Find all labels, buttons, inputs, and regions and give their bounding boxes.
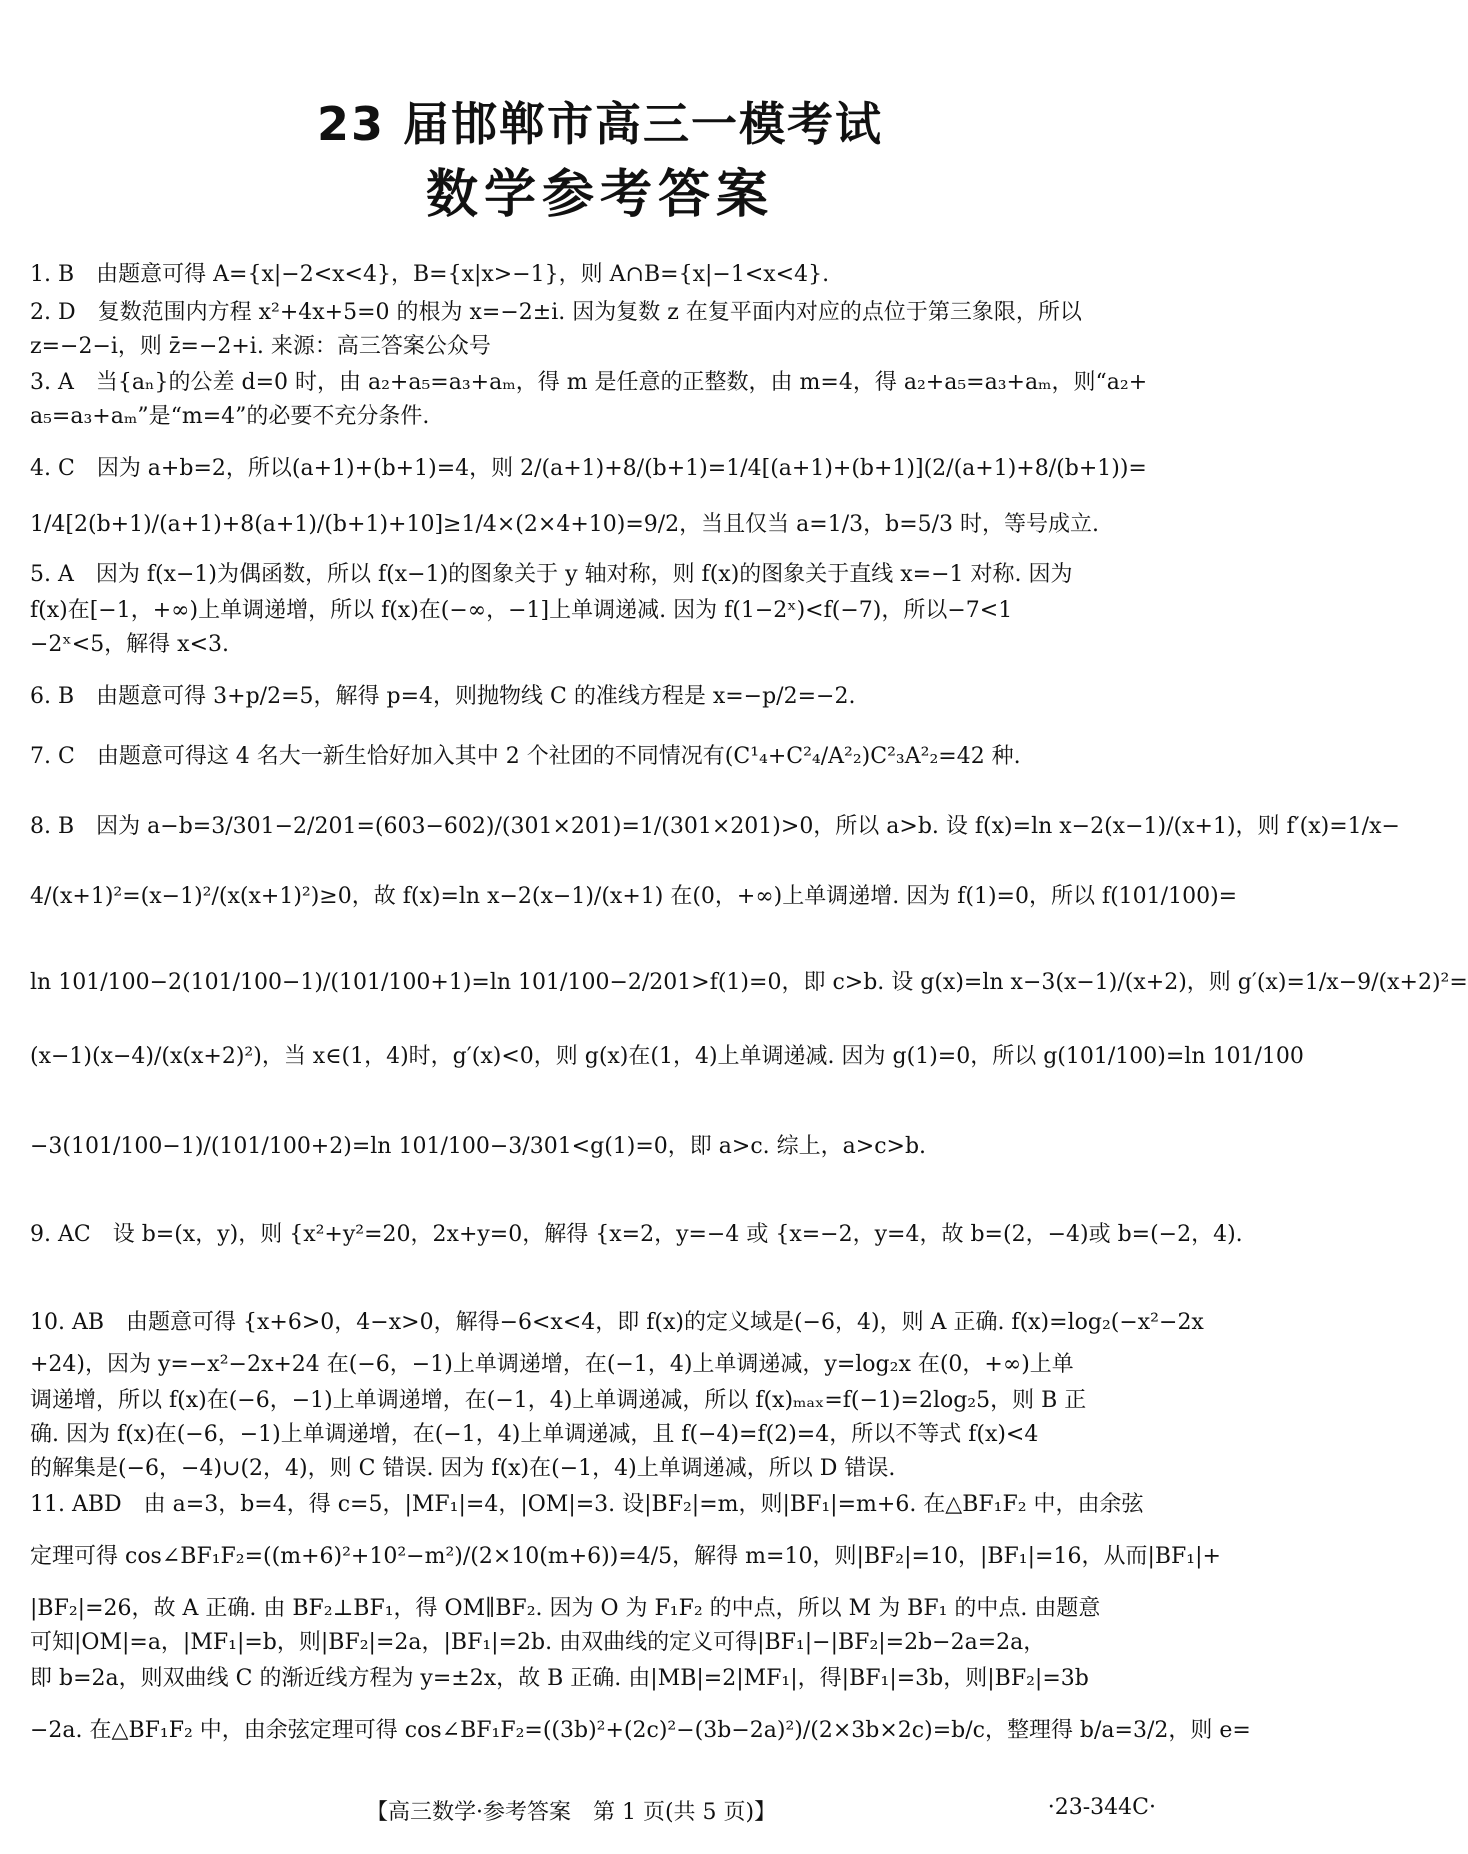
- answer-line: 3. A 当{aₙ}的公差 d=0 时，由 a₂+a₅=a₃+aₘ，得 m 是任意的正整数，由 m=4，得 a₂+a₅=a₃+aₘ，则“a₂+: [30, 370, 1148, 395]
- answer-line: 9. AC 设 b=(x，y)，则 {x²+y²=20，2x+y=0，解得 {x=2，y=−4 或 {x=−2，y=4，故 b=(2，−4)或 b=(−2，4).: [30, 1222, 1243, 1247]
- answer-line: 4. C 因为 a+b=2，所以(a+1)+(b+1)=4，则 2/(a+1)+8/(b+1)=1/4[(a+1)+(b+1)](2/(a+1)+8/(b+1))=: [30, 456, 1147, 481]
- answer-line: a₅=a₃+aₘ”是“m=4”的必要不充分条件.: [30, 404, 430, 429]
- answer-line: 可知|OM|=a，|MF₁|=b，则|BF₂|=2a，|BF₁|=2b. 由双曲线的定义可得|BF₁|−|BF₂|=2b−2a=2a，: [30, 1630, 1046, 1655]
- answer-line: 确. 因为 f(x)在(−6，−1)上单调递增，在(−1，4)上单调递减，且 f(−4)=f(2)=4，所以不等式 f(x)<4: [30, 1422, 1039, 1447]
- answer-line: f(x)在[−1，+∞)上单调递增，所以 f(x)在(−∞，−1]上单调递减. 因为 f(1−2ˣ)<f(−7)，所以−7<1: [30, 598, 1013, 623]
- answer-line: −3(101/100−1)/(101/100+2)=ln 101/100−3/301<g(1)=0，即 a>c. 综上，a>c>b.: [30, 1134, 927, 1159]
- answer-line: z=−2−i，则 z̄=−2+i. 来源：高三答案公众号: [30, 334, 491, 359]
- answer-line: ln 101/100−2(101/100−1)/(101/100+1)=ln 101/100−2/201>f(1)=0，即 c>b. 设 g(x)=ln x−3(x−1)/(x+2)，则 g′(x)=1/x−9/(x+2)²=: [30, 970, 1468, 995]
- answer-line: −2a. 在△BF₁F₂ 中，由余弦定理可得 cos∠BF₁F₂=((3b)²+(2c)²−(3b−2a)²)/(2×3b×2c)=b/c，整理得 b/a=3/2，则 e=: [30, 1718, 1251, 1743]
- answer-line: 4/(x+1)²=(x−1)²/(x(x+1)²)≥0，故 f(x)=ln x−2(x−1)/(x+1) 在(0，+∞)上单调递增. 因为 f(1)=0，所以 f(101/100)=: [30, 884, 1238, 909]
- answer-line: 5. A 因为 f(x−1)为偶函数，所以 f(x−1)的图象关于 y 轴对称，则 f(x)的图象关于直线 x=−1 对称. 因为: [30, 562, 1073, 587]
- answer-line: 1/4[2(b+1)/(a+1)+8(a+1)/(b+1)+10]≥1/4×(2×4+10)=9/2，当且仅当 a=1/3，b=5/3 时，等号成立.: [30, 512, 1100, 537]
- answer-line: 7. C 由题意可得这 4 名大一新生恰好加入其中 2 个社团的不同情况有(C¹₄+C²₄/A²₂)C²₃A²₂=42 种.: [30, 744, 1021, 769]
- answer-line: −2ˣ<5，解得 x<3.: [30, 632, 230, 657]
- document-code: ·23-344C·: [1047, 1795, 1156, 1820]
- exam-title: 23 届邯郸市高三一模考试: [316, 97, 884, 151]
- answer-line: 10. AB 由题意可得 {x+6>0，4−x>0，解得−6<x<4，即 f(x)的定义域是(−6，4)，则 A 正确. f(x)=log₂(−x²−2x: [30, 1310, 1204, 1335]
- answer-line: 调递增，所以 f(x)在(−6，−1)上单调递增，在(−1，4)上单调递减，所以 f(x)ₘₐₓ=f(−1)=2log₂5，则 B 正: [30, 1388, 1087, 1413]
- answer-line: 2. D 复数范围内方程 x²+4x+5=0 的根为 x=−2±i. 因为复数 z 在复平面内对应的点位于第三象限，所以: [30, 300, 1082, 325]
- answer-line: +24)，因为 y=−x²−2x+24 在(−6，−1)上单调递增，在(−1，4)上单调递减，y=log₂x 在(0，+∞)上单: [30, 1352, 1074, 1377]
- answer-line: 即 b=2a，则双曲线 C 的渐近线方程为 y=±2x，故 B 正确. 由|MB|=2|MF₁|，得|BF₁|=3b，则|BF₂|=3b: [30, 1666, 1089, 1691]
- answer-line: 6. B 由题意可得 3+p/2=5，解得 p=4，则抛物线 C 的准线方程是 x=−p/2=−2.: [30, 684, 856, 709]
- document-subtitle: 数学参考答案: [425, 165, 774, 225]
- answer-line: 1. B 由题意可得 A={x|−2<x<4}，B={x|x>−1}，则 A∩B={x|−1<x<4}.: [30, 262, 830, 287]
- answer-line: 定理可得 cos∠BF₁F₂=((m+6)²+10²−m²)/(2×10(m+6))=4/5，解得 m=10，则|BF₂|=10，|BF₁|=16，从而|BF₁|+: [30, 1544, 1221, 1569]
- page-footer: 【高三数学·参考答案 第 1 页(共 5 页)】: [366, 1800, 777, 1825]
- answer-line: 的解集是(−6，−4)∪(2，4)，则 C 错误. 因为 f(x)在(−1，4)上单调递减，所以 D 错误.: [30, 1456, 896, 1481]
- answer-line: |BF₂|=26，故 A 正确. 由 BF₂⊥BF₁，得 OM∥BF₂. 因为 O 为 F₁F₂ 的中点，所以 M 为 BF₁ 的中点. 由题意: [30, 1596, 1101, 1621]
- answer-line: (x−1)(x−4)/(x(x+2)²)，当 x∈(1，4)时，g′(x)<0，则 g(x)在(1，4)上单调递减. 因为 g(1)=0，所以 g(101/100)=ln 101/100: [30, 1044, 1304, 1069]
- answer-line: 8. B 因为 a−b=3/301−2/201=(603−602)/(301×201)=1/(301×201)>0，所以 a>b. 设 f(x)=ln x−2(x−1)/(x+1)，则 f′(x)=1/x−: [30, 814, 1400, 839]
- answer-line: 11. ABD 由 a=3，b=4，得 c=5，|MF₁|=4，|OM|=3. 设|BF₂|=m，则|BF₁|=m+6. 在△BF₁F₂ 中，由余弦: [30, 1492, 1144, 1517]
